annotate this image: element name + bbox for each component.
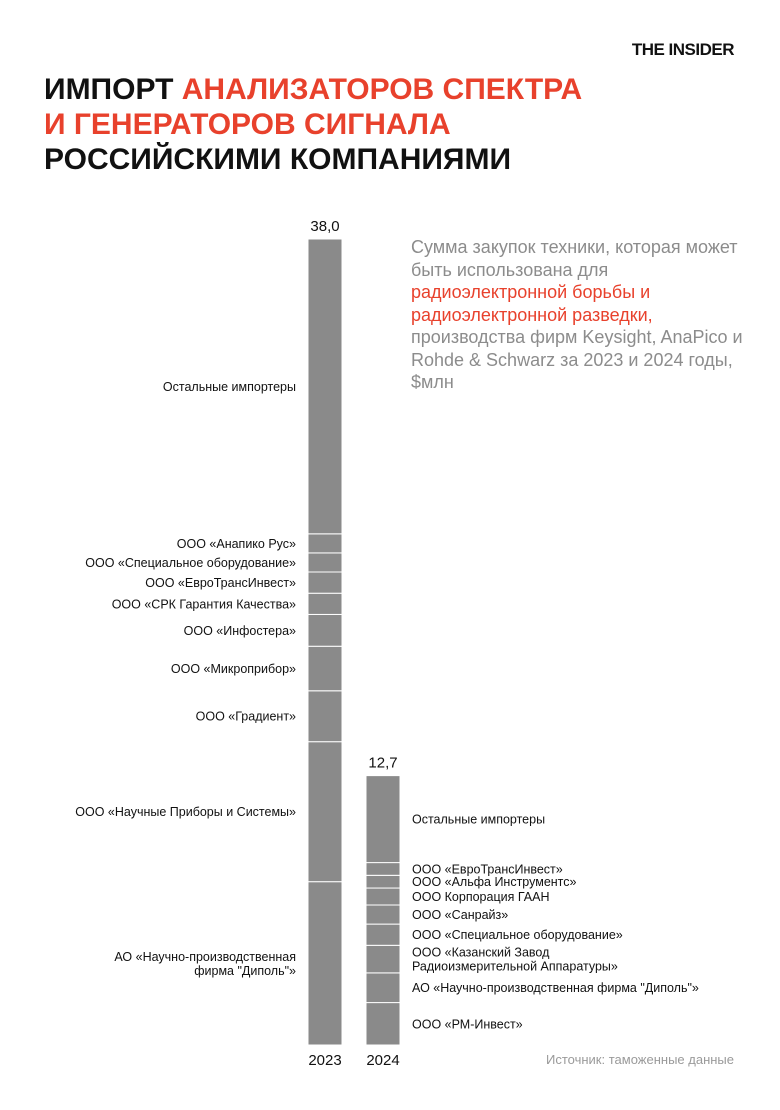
category-label-2024: 2024 [366,1052,400,1069]
segment-label-2023-1: АО «Научно-производственная фирма "Диполь"» [114,949,296,978]
segment-label-2023-4: ООО «Микроприбор» [170,662,296,677]
bar-segment-2024-9 [366,776,400,863]
segment-label-2023-6: ООО «СРК Гарантия Качества» [111,597,296,612]
subtitle-part3: производства фирм Keysight, AnaPico и Rohde & Schwarz за 2023 и 2024 годы, $млн [411,327,743,392]
segment-label-2024-8: ООО «ЕвроТрансИнвест» [412,862,563,877]
bar-segment-2023-8 [308,553,342,572]
bar-segment-2023-1 [308,882,342,1045]
bar-segment-2024-6 [366,888,400,905]
segment-label-2023-8: ООО «Специальное оборудование» [85,555,296,570]
bar-segment-2024-8 [366,863,400,876]
bar-segment-2024-4 [366,924,400,945]
bar-segment-2023-2 [308,742,342,882]
segment-label-2023-5: ООО «Инфостера» [183,623,296,638]
segment-label-2023-9: ООО «Анапико Рус» [176,536,296,551]
bar-segment-2024-5 [366,905,400,924]
segment-label-2024-2: АО «Научно-производственная фирма "Диполь"» [412,981,699,996]
bar-segment-2024-3 [366,945,400,973]
segment-label-2024-1: ООО «РМ-Инвест» [412,1017,523,1032]
bar-segment-2023-6 [308,593,342,614]
bar-segment-2024-2 [366,973,400,1003]
subtitle-part2: радиоэлектронной борьбы и радиоэлектронной разведки, [411,282,653,325]
segment-label-2023-10: Остальные импортеры [162,379,296,394]
subtitle-part1: Сумма закупок техники, которая может быть использована для [411,237,738,280]
segment-label-2024-9: Остальные импортеры [412,812,546,827]
bar-segment-2023-3 [308,691,342,742]
bar-segment-2023-9 [308,534,342,553]
title-line1-b: АНАЛИЗАТОРОВ СПЕКТРА [181,73,583,106]
segment-label-2024-3: ООО «Казанский Завод Радиоизмерительной Аппаратуры» [412,945,618,974]
title-line2: И ГЕНЕРАТОРОВ СИГНАЛА [44,108,451,141]
source-note: Источник: таможенные данные [546,1052,734,1067]
bar-segment-2023-10 [308,239,342,534]
title-line1-a: ИМПОРТ [44,73,182,106]
segment-label-2024-5: ООО «Санрайз» [412,908,509,923]
bar-segment-2024-1 [366,1003,400,1045]
segment-label-2024-4: ООО «Специальное оборудование» [412,928,623,943]
segment-label-2024-7: ООО «Альфа Инструментс» [412,875,577,890]
title-line3: РОССИЙСКИМИ КОМПАНИЯМИ [44,143,512,176]
bar-segment-2023-7 [308,572,342,593]
segment-label-2024-6: ООО Корпорация ГААН [412,890,550,905]
category-label-2023: 2023 [308,1052,342,1069]
total-label-2023: 38,0 [310,218,340,235]
segment-label-2023-3: ООО «Градиент» [195,709,296,724]
segment-label-2023-7: ООО «ЕвроТрансИнвест» [145,576,296,591]
total-label-2024: 12,7 [368,754,398,772]
brand-logo: THE INSIDER [631,40,734,59]
bar-segment-2023-4 [308,646,342,691]
segment-label-2023-2: ООО «Научные Приборы и Системы» [75,805,296,820]
bar-segment-2023-5 [308,614,342,646]
bar-segment-2024-7 [366,875,400,888]
